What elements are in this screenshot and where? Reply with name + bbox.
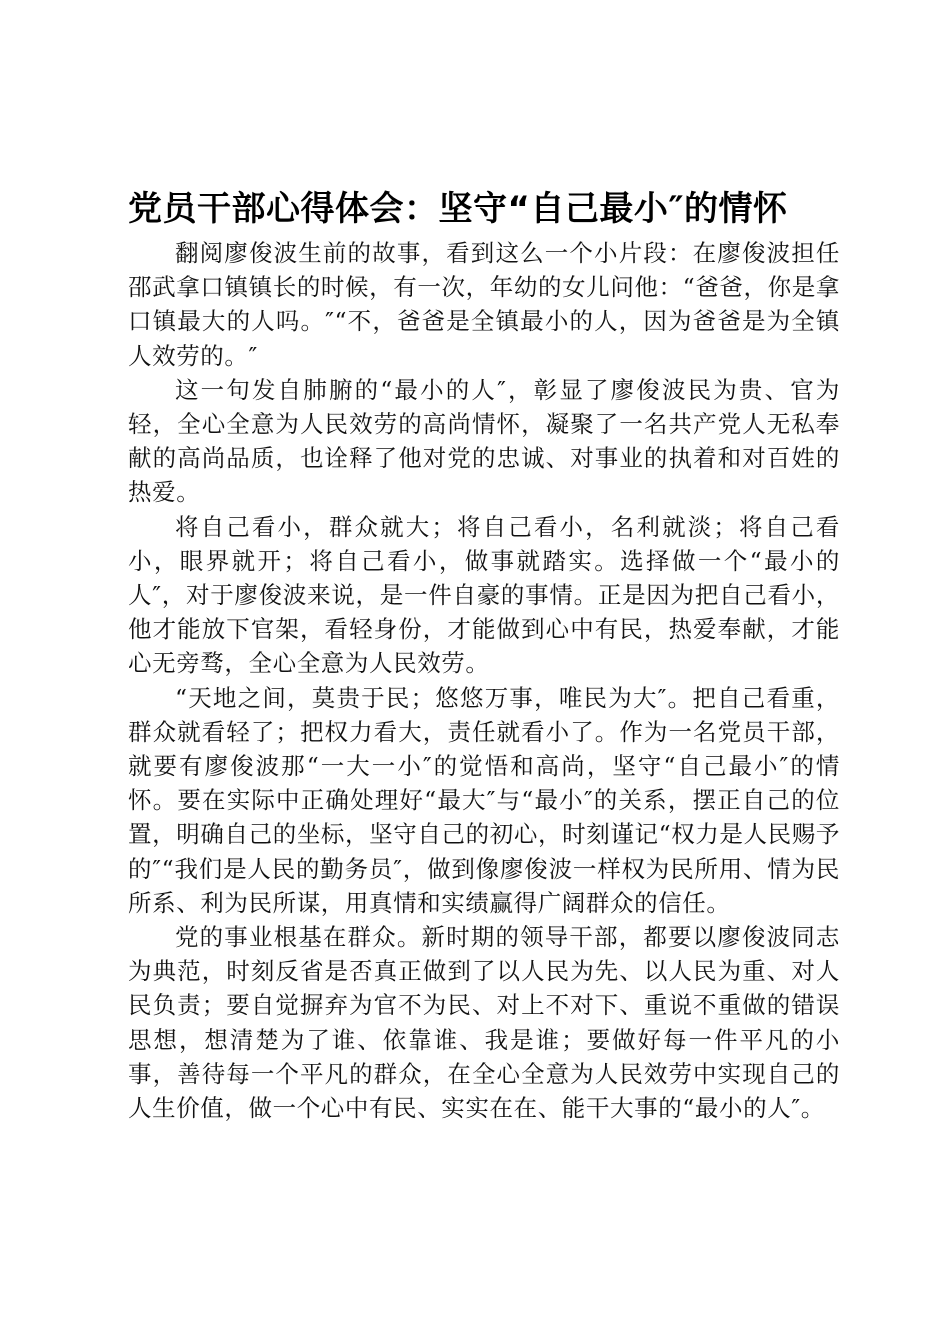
paragraph-5: 党的事业根基在群众。新时期的领导干部，都要以廖俊波同志为典范，时刻反省是否真正做到了以人民为先、以人民为重、对人民负责；要自觉摒弃为官不为民、对上不对下、重说不重做的错误思想，想清楚为了谁、依靠谁、我是谁；要做好每一件平凡的小事，善待每一个平凡的群众，在全心全意为人民效劳中实现自己的人生价值，做一个心中有民、实实在在、能干大事的“最小的人″。 bbox=[128, 923, 840, 1123]
document-body bbox=[128, 236, 840, 1125]
paragraph-4: “天地之间，莫贵于民；悠悠万事，唯民为大″。把自己看重，群众就看轻了；把权力看大，责任就看小了。作为一名党员干部，就要有廖俊波那“一大一小″的觉悟和高尚，坚守“自己最小″的情怀。要在实际中正确处理好“最大″与“最小″的关系，摆正自己的位置，明确自己的坐标，坚守自己的初心，时刻谨记“权力是人民赐予的″“我们是人民的勤务员″，做到像廖俊波一样权为民所用、情为民所系、利为民所谋，用真情和实绩赢得广阔群众的信任。 bbox=[128, 683, 840, 917]
document-title: 党员干部心得体会：坚守“自己最小″的情怀 bbox=[128, 189, 788, 229]
paragraph-3: 将自己看小，群众就大；将自己看小，名利就淡；将自己看小，眼界就开；将自己看小，做事就踏实。选择做一个“最小的人″，对于廖俊波来说，是一件自豪的事情。正是因为把自己看小，他才能放下官架，看轻身份，才能做到心中有民，热爱奉献，才能心无旁骛，全心全意为人民效劳。 bbox=[128, 512, 840, 678]
paragraph-2: 这一句发自肺腑的“最小的人″，彰显了廖俊波民为贵、官为轻，全心全意为人民效劳的高尚情怀，凝聚了一名共产党人无私奉献的高尚品质，也诠释了他对党的忠诚、对事业的执着和对百姓的热爱。 bbox=[128, 375, 840, 507]
paragraph-1: 翻阅廖俊波生前的故事，看到这么一个小片段：在廖俊波担任邵武拿口镇镇长的时候，有一次，年幼的女儿问他：“爸爸，你是拿口镇最大的人吗。″“不，爸爸是全镇最小的人，因为爸爸是为全镇人效劳的。″ bbox=[128, 239, 840, 370]
